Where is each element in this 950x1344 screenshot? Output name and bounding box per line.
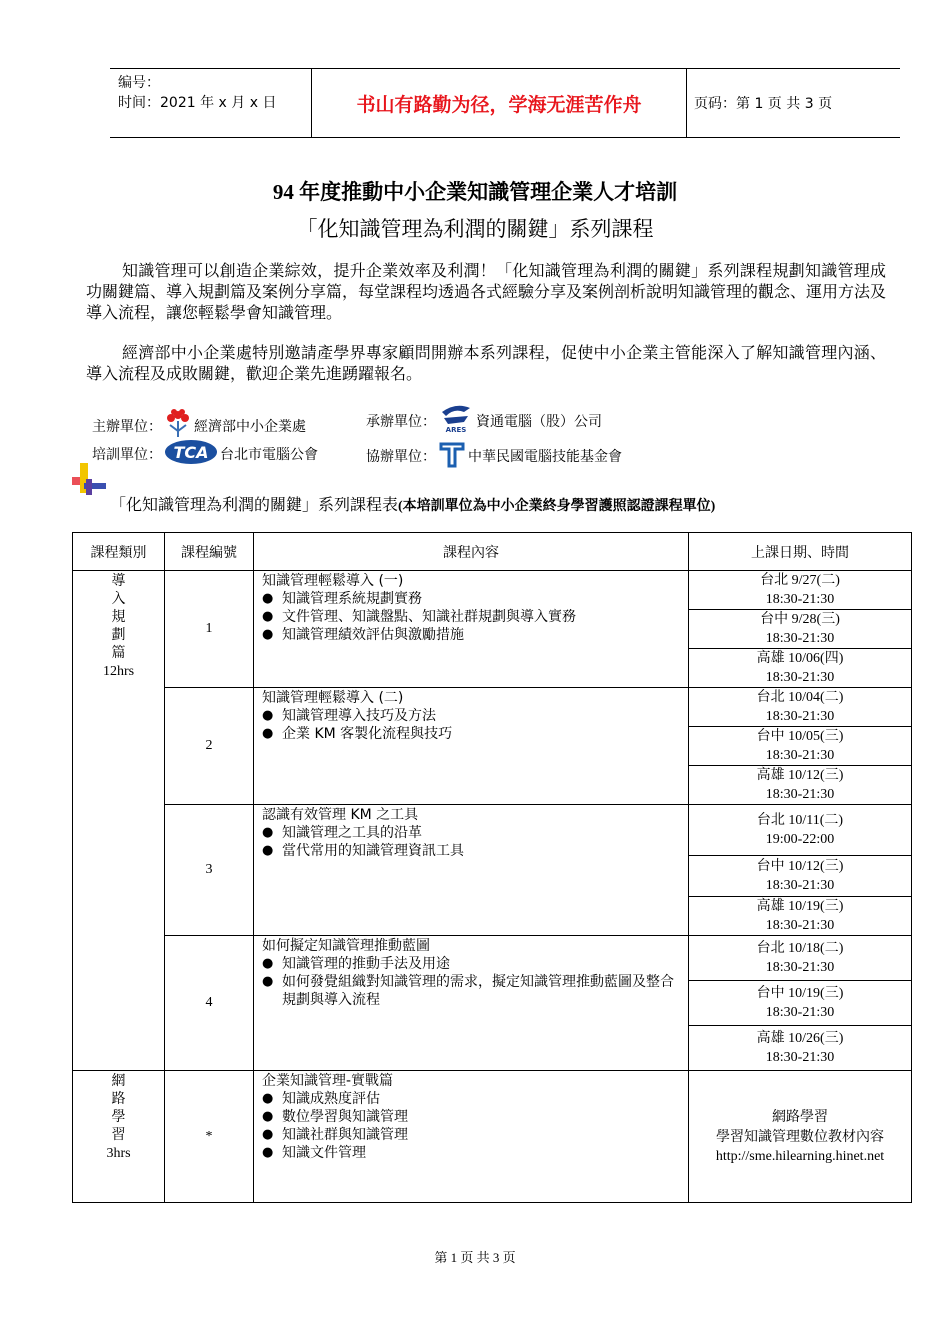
- course-item: ● 文件管理、知識盤點、知識社群規劃與導入實務: [262, 608, 680, 626]
- session-cell: [689, 981, 912, 1026]
- table-row: [73, 1071, 912, 1203]
- course-item: ● 知識管理系統規劃實務: [262, 590, 680, 608]
- session-place: 高雄 10/19(三): [756, 899, 844, 914]
- header-number: 課程編號: [165, 533, 254, 571]
- session-time: 18:30-21:30: [765, 878, 835, 893]
- contractor-organizer: [366, 402, 602, 440]
- course-item: ● 如何發覺組織對知識管理的需求，擬定知識管理推動藍圖及整合規劃與導入流程: [262, 973, 680, 1009]
- session-cell: [689, 897, 912, 936]
- header-motto: 书山有路勤为径，学海无涯苦作舟: [311, 69, 687, 137]
- page-subtitle: 「化知識管理為利潤的關鍵」系列課程: [296, 217, 654, 241]
- category-cell-planning: [73, 571, 165, 1071]
- session-cell: [689, 766, 912, 805]
- ares-logo-text: ARES: [445, 426, 467, 434]
- schedule-table: [72, 532, 912, 1203]
- category-hours: 3hrs: [106, 1146, 131, 1161]
- session-place: 台北 10/18(二): [756, 941, 844, 956]
- category-char: 網: [111, 1074, 126, 1089]
- session-cell: [689, 688, 912, 727]
- session-place: 台北 10/04(二): [756, 690, 844, 705]
- session-cell: [689, 649, 912, 688]
- session-place: 台北 9/27(二): [760, 573, 840, 588]
- course-title: 知識管理輕鬆導入 (二): [262, 690, 404, 706]
- co-label: 協辦單位：: [366, 449, 436, 465]
- course-number: 4: [165, 936, 254, 1071]
- session-time: 18:30-21:30: [765, 592, 835, 607]
- contractor-label: 承辦單位：: [366, 414, 436, 430]
- category-char: 學: [111, 1110, 126, 1125]
- online-label: 網路學習: [772, 1108, 828, 1125]
- co-organizer: [366, 440, 622, 472]
- category-char: 導: [111, 574, 126, 589]
- session-place: 高雄 10/26(三): [756, 1031, 844, 1046]
- course-title: 企業知識管理-實戰篇: [262, 1073, 394, 1089]
- ares-logo-icon: [438, 402, 474, 440]
- session-place: 台中 10/05(三): [756, 729, 844, 744]
- session-place: 台中 10/12(三): [756, 859, 844, 874]
- session-cell: [689, 1026, 912, 1071]
- course-content: [254, 688, 689, 805]
- course-number: 2: [165, 688, 254, 805]
- trainer-label: 培訓單位：: [92, 447, 162, 463]
- session-cell: [689, 571, 912, 610]
- header-page-info: 页码：第 1 页 共 3 页: [694, 96, 833, 112]
- host-name: 經濟部中小企業處: [194, 419, 306, 435]
- category-char: 篇: [111, 646, 126, 661]
- table-row: [73, 688, 912, 727]
- course-item: ● 知識成熟度評估: [262, 1090, 680, 1108]
- session-cell: [689, 856, 912, 897]
- course-title: 如何擬定知識管理推動藍圖: [262, 938, 430, 954]
- intro-paragraph-1: 知識管理可以創造企業綜效，提升企業效率及利潤！「化知識管理為利潤的關鍵」系列課程規劃知識管理成功關鍵篇、導入規劃篇及案例分享篇，每堂課程均透過各式經驗分享及案例剖析說明知識管理的觀念、運用方法及導入流程，讓您輕鬆學會知識管理。: [86, 261, 887, 322]
- table-row: [73, 571, 912, 610]
- session-cell: [689, 727, 912, 766]
- course-content: [254, 805, 689, 936]
- category-char: 劃: [111, 628, 126, 643]
- intro-paragraph-2: 經濟部中小企業處特別邀請產學界專家顧問開辦本系列課程，促使中小企業主管能深入了解知識管理內涵、導入流程及成敗關鍵，歡迎企業先進踴躍報名。: [86, 343, 886, 383]
- page-footer: 第 1 页 共 3 页: [434, 1250, 516, 1265]
- trainer-name: 台北市電腦公會: [220, 447, 318, 463]
- tca-logo-icon: [164, 439, 218, 469]
- online-url-link[interactable]: http://sme.hilearning.hinet.net: [715, 1148, 885, 1164]
- session-time: 18:30-21:30: [765, 748, 835, 763]
- session-time: 18:30-21:30: [765, 1005, 835, 1020]
- session-cell: [689, 610, 912, 649]
- session-time: 18:30-21:30: [765, 631, 835, 646]
- course-number: *: [165, 1071, 254, 1203]
- course-title: 認識有效管理 KM 之工具: [262, 807, 419, 823]
- contractor-name: 資通電腦（股）公司: [476, 414, 602, 430]
- category-cell-online: [73, 1071, 165, 1203]
- page-title: 94 年度推動中小企業知識管理企業人才培訓: [272, 180, 678, 204]
- course-item: ● 知識管理績效評估與激勵措施: [262, 626, 680, 644]
- document-time-label: 时间：2021 年 x 月 x 日: [118, 95, 277, 111]
- session-cell: [689, 805, 912, 856]
- course-content: [254, 1071, 689, 1203]
- category-hours: 12hrs: [102, 664, 135, 679]
- schedule-table-title: [110, 492, 715, 515]
- document-number-label: 编号：: [118, 75, 160, 91]
- session-time: 18:30-21:30: [765, 1050, 835, 1065]
- session-time: 18:30-21:30: [765, 960, 835, 975]
- session-place: 高雄 10/06(四): [756, 651, 844, 666]
- table-row: [73, 936, 912, 981]
- trainer-organizer: [92, 439, 318, 469]
- category-char: 路: [111, 1092, 126, 1107]
- course-item: ● 知識社群與知識管理: [262, 1126, 680, 1144]
- course-item: ● 知識管理導入技巧及方法: [262, 707, 680, 725]
- host-label: 主辦單位：: [92, 419, 162, 435]
- session-time: 18:30-21:30: [765, 670, 835, 685]
- session-time: 18:30-21:30: [765, 709, 835, 724]
- table-header-row: [73, 533, 912, 571]
- online-learning-cell: [689, 1071, 912, 1203]
- category-char: 入: [111, 592, 126, 607]
- online-description: 學習知識管理數位教材內容: [716, 1128, 884, 1145]
- course-content: [254, 571, 689, 688]
- tca-logo-text: TCA: [173, 443, 209, 462]
- course-number: 1: [165, 571, 254, 688]
- session-place: 台北 10/11(二): [756, 813, 844, 828]
- course-item: ● 知識管理的推動手法及用途: [262, 955, 680, 973]
- header-datetime: 上課日期、時間: [689, 533, 912, 571]
- category-char: 規: [111, 610, 126, 625]
- schedule-table-title-main: 「化知識管理為利潤的關鍵」系列課程表: [110, 495, 399, 514]
- session-time: 18:30-21:30: [765, 787, 835, 802]
- table-row: [73, 805, 912, 856]
- header-category: 課程類別: [73, 533, 165, 571]
- session-cell: [689, 936, 912, 981]
- header-content: 課程內容: [254, 533, 689, 571]
- session-place: 高雄 10/12(三): [756, 768, 844, 783]
- foundation-logo-icon: [438, 440, 466, 472]
- document-header: [110, 68, 900, 138]
- course-item: ● 知識管理之工具的沿革: [262, 824, 680, 842]
- session-place: 台中 9/28(三): [760, 612, 840, 627]
- host-organizer: [92, 409, 306, 443]
- session-place: 台中 10/19(三): [756, 986, 844, 1001]
- course-item: ● 數位學習與知識管理: [262, 1108, 680, 1126]
- co-name: 中華民國電腦技能基金會: [468, 449, 622, 465]
- course-item: ● 當代常用的知識管理資訊工具: [262, 842, 680, 860]
- category-char: 習: [111, 1128, 126, 1143]
- course-content: [254, 936, 689, 1071]
- header-meta: [118, 73, 276, 113]
- course-item: ● 企業 KM 客製化流程與技巧: [262, 725, 680, 743]
- session-time: 18:30-21:30: [765, 918, 835, 933]
- schedule-table-note: (本培訓單位為中小企業終身學習護照認證課程單位): [398, 499, 716, 514]
- session-time: 19:00-22:00: [765, 832, 835, 847]
- course-number: 3: [165, 805, 254, 936]
- course-item: ● 知識文件管理: [262, 1144, 680, 1162]
- decorative-plus-icon: [72, 463, 106, 497]
- sme-flower-logo-icon: [164, 409, 192, 443]
- course-title: 知識管理輕鬆導入 (一): [262, 573, 404, 589]
